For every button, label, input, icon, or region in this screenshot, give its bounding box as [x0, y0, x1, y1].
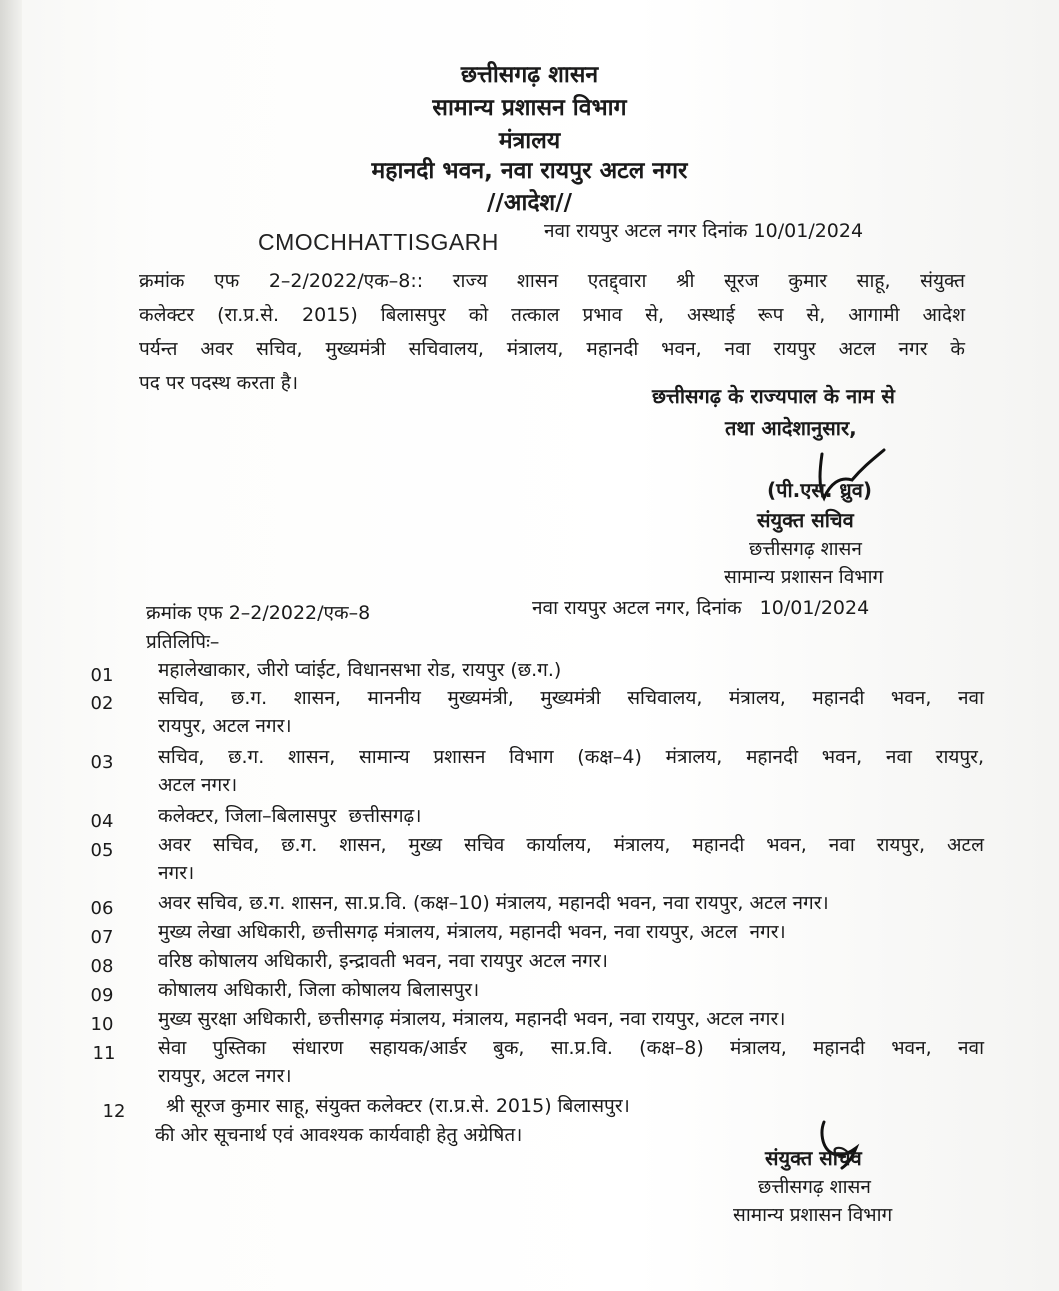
copy-number: 10: [90, 1014, 114, 1035]
authority-line-1: छत्तीसगढ़ के राज्यपाल के नाम से: [652, 384, 895, 408]
copy-number: 07: [90, 927, 114, 948]
copy-item-text: रायपुर, अटल नगर।: [158, 1065, 292, 1087]
signatory-name: (पी.एस. ध्रुव): [767, 478, 872, 502]
header-government: छत्तीसगढ़ शासन: [460, 62, 599, 88]
copy-number: 08: [90, 956, 114, 977]
header-ministry: मंत्रालय: [498, 128, 561, 154]
copy-item: [158, 889, 984, 917]
copy-item-text: सचिव, छ.ग. शासन, सामान्य प्रशासन विभाग (कक्ष–4) मंत्रालय, महानदी भवन, नवा रायपुर,: [158, 746, 984, 768]
copy-item-text: महालेखाकार, जीरो प्वांईट, विधानसभा रोड, रायपुर (छ.ग.): [158, 659, 562, 681]
copy-number: 12: [102, 1101, 126, 1122]
copy-item-text: कोषालय अधिकारी, जिला कोषालय बिलासपुर।: [158, 979, 480, 1001]
copy-number: 06: [90, 898, 114, 919]
copy-item-text: वरिष्ठ कोषालय अधिकारी, इन्द्रावती भवन, नवा रायपुर अटल नगर।: [158, 950, 608, 972]
copy-number: 09: [90, 985, 114, 1006]
copy-item-text: मुख्य सुरक्षा अधिकारी, छत्तीसगढ़ मंत्रालय, मंत्रालय, महानदी भवन, नवा रायपुर, अटल नगर।: [158, 1008, 786, 1030]
copy-item-text: अवर सचिव, छ.ग. शासन, सा.प्र.वि. (कक्ष–10) मंत्रालय, महानदी भवन, नवा रायपुर, अटल नगर।: [158, 892, 829, 914]
copy-reference-number: क्रमांक एफ 2–2/2022/एक–8: [146, 602, 371, 624]
copy-label: प्रतिलिपिः–: [146, 631, 220, 653]
header-address: महानदी भवन, नवा रायपुर अटल नगर: [371, 158, 688, 184]
copy-number: 11: [92, 1043, 116, 1064]
signatory-government: छत्तीसगढ़ शासन: [758, 1176, 871, 1198]
signatory-government: छत्तीसगढ़ शासन: [749, 538, 862, 560]
copy-number: 04: [90, 811, 114, 832]
signatory-department: सामान्य प्रशासन विभाग: [724, 566, 884, 588]
watermark-text: CMOCHHATTISGARH: [258, 229, 499, 255]
copy-item: [158, 684, 984, 740]
copy-item-text: मुख्य लेखा अधिकारी, छत्तीसगढ़ मंत्रालय, मंत्रालय, महानदी भवन, नवा रायपुर, अटल नगर।: [158, 921, 786, 943]
signatory-designation: संयुक्त सचिव: [757, 508, 854, 532]
copy-item-text: कलेक्टर, जिला–बिलासपुर छत्तीसगढ़।: [158, 805, 422, 827]
copy-item: [158, 947, 984, 975]
order-line: पद पर पदस्थ करता है।: [139, 372, 299, 394]
order-line: क्रमांक एफ 2–2/2022/एक–8:: राज्य शासन एतद्द्वारा श्री सूरज कुमार साहू, संयुक्त: [139, 270, 965, 292]
copy-item-text: अटल नगर।: [158, 774, 238, 796]
order-line: कलेक्टर (रा.प्र.से. 2015) बिलासपुर को तत्काल प्रभाव से, अस्थाई रूप से, आगामी आदेश: [139, 304, 965, 326]
copy-item-text: नगर।: [158, 862, 195, 884]
copy-item-text: सचिव, छ.ग. शासन, माननीय मुख्यमंत्री, मुख्यमंत्री सचिवालय, मंत्रालय, महानदी भवन, नवा: [158, 687, 984, 709]
copy-number: 03: [90, 752, 114, 773]
copy-item-text: श्री सूरज कुमार साहू, संयुक्त कलेक्टर (रा.प्र.से. 2015) बिलासपुर।: [166, 1095, 630, 1117]
copy-place-date: नवा रायपुर अटल नगर, दिनांक 10/01/2024: [532, 597, 870, 619]
authority-line-2: तथा आदेशानुसार,: [725, 416, 857, 440]
place-date: नवा रायपुर अटल नगर दिनांक 10/01/2024: [544, 220, 864, 242]
order-paragraph: [139, 264, 965, 400]
copy-number: 05: [90, 840, 114, 861]
copy-item-text: रायपुर, अटल नगर।: [158, 715, 292, 737]
header-department: सामान्य प्रशासन विभाग: [432, 95, 627, 121]
copy-item: [158, 1005, 984, 1033]
copy-item: [158, 1034, 984, 1090]
copy-item: [158, 802, 984, 830]
signatory-designation: संयुक्त सचिव: [765, 1146, 862, 1170]
copy-item: [158, 976, 984, 1004]
copy-item: [158, 918, 984, 946]
copy-item: [158, 656, 984, 684]
copy-item: [166, 1092, 992, 1120]
copy-number: 01: [90, 665, 114, 686]
copy-number: 02: [90, 693, 114, 714]
copy-item: [158, 743, 984, 799]
closing-line: की ओर सूचनार्थ एवं आवश्यक कार्यवाही हेतु अग्रेषित।: [155, 1124, 523, 1146]
order-line: पर्यन्त अवर सचिव, मुख्यमंत्री सचिवालय, मंत्रालय, महानदी भवन, नवा रायपुर अटल नगर के: [139, 338, 965, 360]
signatory-department: सामान्य प्रशासन विभाग: [733, 1204, 893, 1226]
copy-item: [158, 831, 984, 887]
copy-item-text: अवर सचिव, छ.ग. शासन, मुख्य सचिव कार्यालय, मंत्रालय, महानदी भवन, नवा रायपुर, अटल: [158, 834, 984, 856]
header-order-title: //आदेश//: [487, 190, 572, 216]
copy-item-text: सेवा पुस्तिका संधारण सहायक/आर्डर बुक, सा.प्र.वि. (कक्ष–8) मंत्रालय, महानदी भवन, नवा: [158, 1037, 984, 1059]
